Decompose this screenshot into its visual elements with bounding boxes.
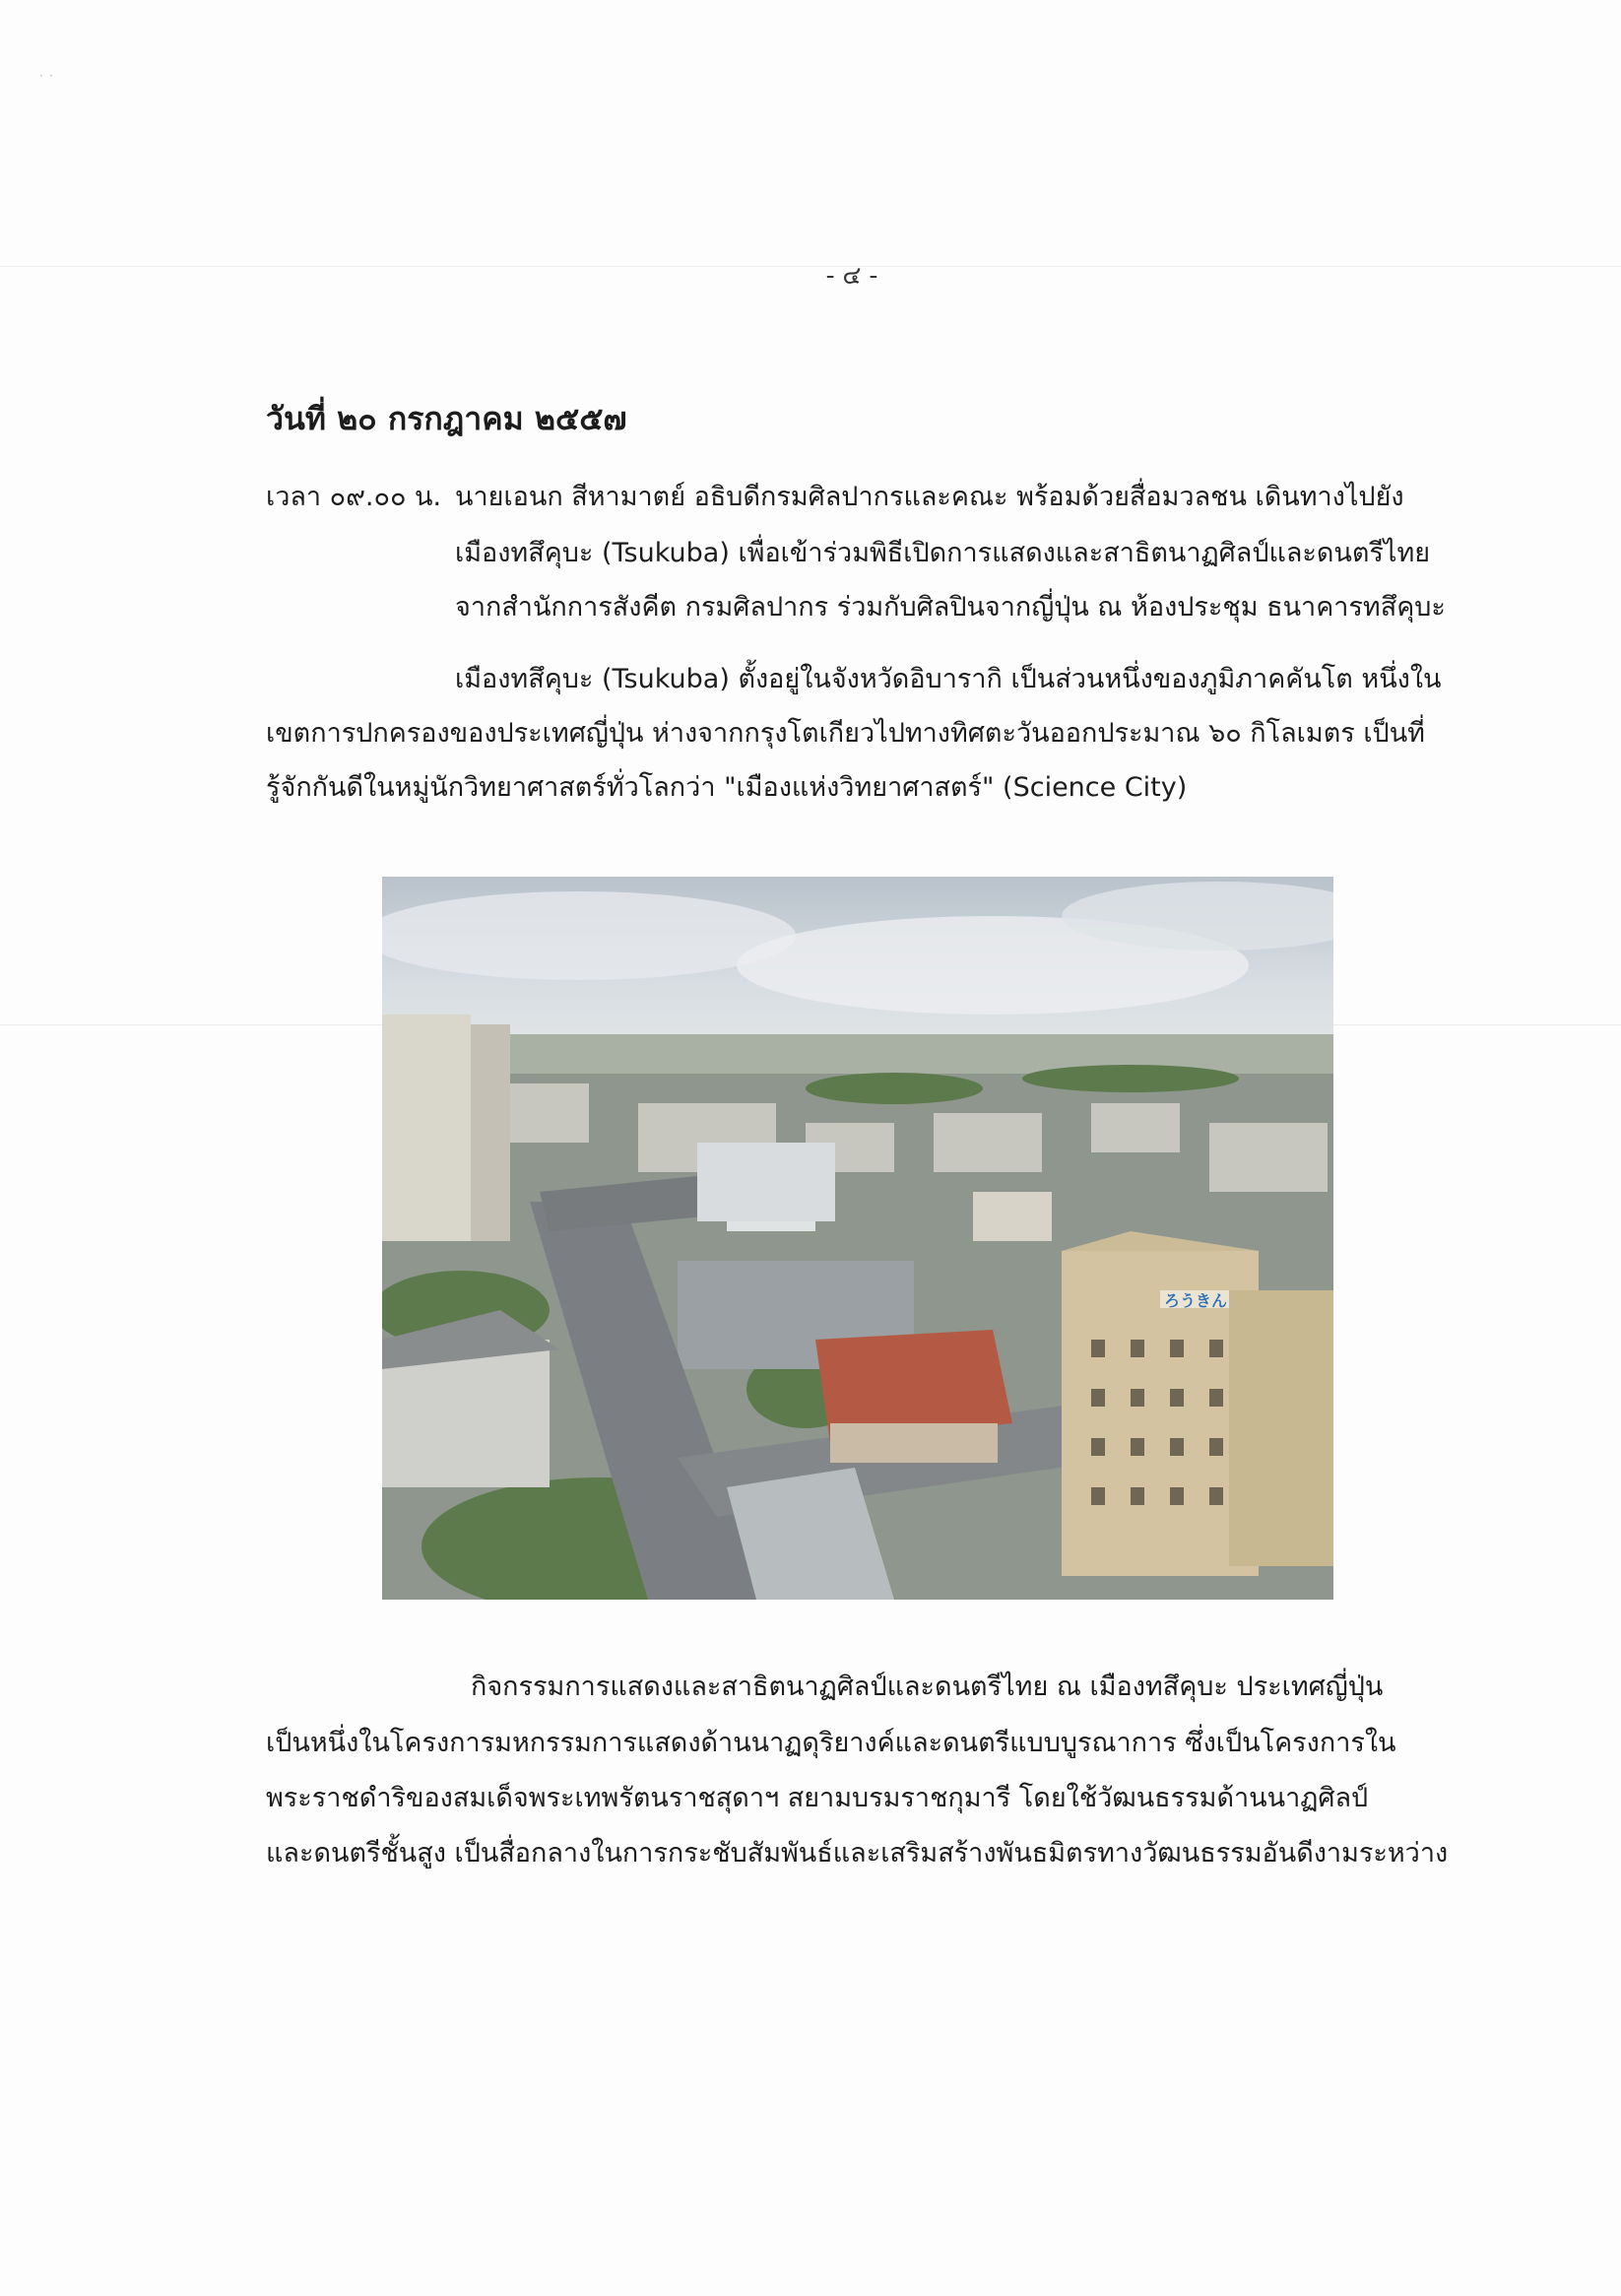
paragraph-line: กิจกรรมการแสดงและสาธิตนาฏศิลป์และดนตรีไทย ณ เมืองทสึคุบะ ประเทศญี่ปุ่น [471, 1672, 1384, 1702]
page-number: - ๔ - [825, 261, 878, 290]
scan-artifact: ·· [39, 69, 59, 83]
paragraph-line: รู้จักกันดีในหมู่นักวิทยาศาสตร์ทั่วโลกว่า "เมืองแห่งวิทยาศาสตร์" (Science City) [266, 772, 1188, 803]
tsukuba-city-photo [382, 877, 1333, 1600]
paragraph-line: เขตการปกครองของประเทศญี่ปุ่น ห่างจากกรุงโตเกียวไปทางทิศตะวันออกประมาณ ๖๐ กิโลเมตร เป็นที่ [266, 718, 1425, 749]
aerial-cityscape-illustration [382, 877, 1333, 1600]
schedule-line: นายเอนก สีหามาตย์ อธิบดีกรมศิลปากรและคณะ พร้อมด้วยสื่อมวลชน เดินทางไปยัง [455, 482, 1404, 512]
cloud [382, 891, 796, 980]
date-heading: วันที่ ๒๐ กรกฎาคม ๒๕๕๗ [266, 400, 627, 437]
schedule-line: จากสำนักการสังคีต กรมศิลปากร ร่วมกับศิลปินจากญี่ปุ่น ณ ห้องประชุม ธนาคารทสึคุบะ [455, 592, 1446, 623]
paragraph-line: และดนตรีชั้นสูง เป็นสื่อกลางในการกระชับสัมพันธ์และเสริมสร้างพันธมิตรทางวัฒนธรรมอันดีงามระหว่าง [266, 1838, 1449, 1869]
schedule-time: เวลา ๐๙.๐๐ น. [266, 482, 442, 512]
paragraph-line: เมืองทสึคุบะ (Tsukuba) ตั้งอยู่ในจังหวัดอิบารากิ เป็นส่วนหนึ่งของภูมิภาคคันโต หนึ่งใน [455, 664, 1442, 694]
paragraph-line: พระราชดำริของสมเด็จพระเทพรัตนราชสุดาฯ สยามบรมราชกุมารี โดยใช้วัฒนธรรมด้านนาฏศิลป์ [266, 1783, 1369, 1813]
apartment-tower [382, 1015, 471, 1241]
paragraph-line: เป็นหนึ่งในโครงการมหกรรมการแสดงด้านนาฏดุริยางค์และดนตรีแบบบูรณาการ ซึ่งเป็นโครงการใน [266, 1728, 1396, 1758]
schedule-line: เมืองทสึคุบะ (Tsukuba) เพื่อเข้าร่วมพิธีเปิดการแสดงและสาธิตนาฏศิลป์และดนตรีไทย [455, 538, 1431, 568]
bank-sign-text: ろうきん [1164, 1291, 1228, 1310]
